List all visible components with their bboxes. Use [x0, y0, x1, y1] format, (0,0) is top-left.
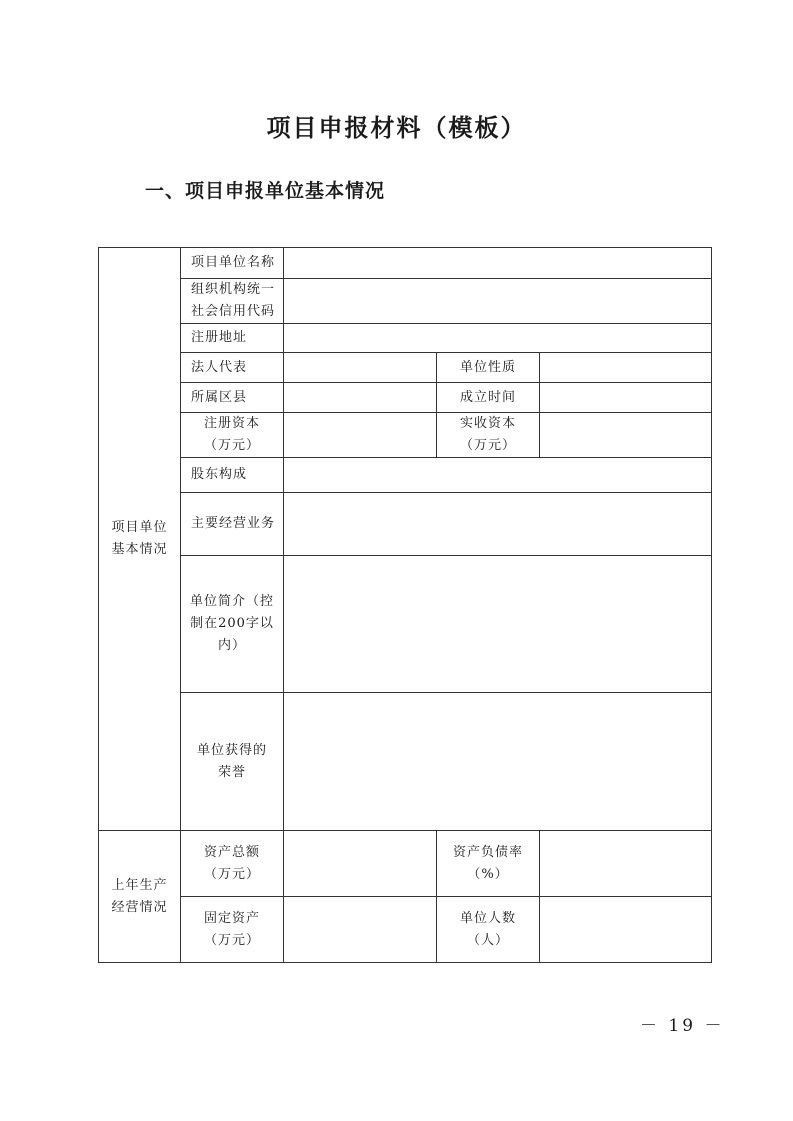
field-unit-name[interactable] [284, 248, 712, 279]
field-total-assets[interactable] [284, 831, 437, 897]
application-form-table [98, 247, 712, 963]
label-unit-intro: 单位简介（控 制在200字以 内） [181, 556, 284, 693]
field-unit-intro[interactable] [284, 556, 712, 693]
field-headcount[interactable] [540, 897, 712, 963]
label-shareholders: 股东构成 [181, 458, 284, 493]
group-label-basic-info: 项目单位 基本情况 [99, 248, 181, 831]
group-label-operations: 上年生产 经营情况 [99, 831, 181, 963]
field-debt-ratio[interactable] [540, 831, 712, 897]
field-unit-nature[interactable] [540, 353, 712, 383]
label-paid-capital: 实收资本 （万元） [437, 413, 540, 458]
page-number: － 19 － [640, 1016, 725, 1036]
label-main-business: 主要经营业务 [181, 493, 284, 556]
section-heading: 一、项目申报单位基本情况 [145, 180, 386, 202]
field-district[interactable] [284, 383, 437, 413]
page-title: 项目申报材料（模板） [266, 114, 527, 142]
label-honors: 单位获得的 荣誉 [181, 693, 284, 831]
label-legal-rep: 法人代表 [181, 353, 284, 383]
field-reg-capital[interactable] [284, 413, 437, 458]
field-reg-address[interactable] [284, 324, 712, 353]
label-district: 所属区县 [181, 383, 284, 413]
label-founded: 成立时间 [437, 383, 540, 413]
field-credit-code[interactable] [284, 279, 712, 324]
field-founded[interactable] [540, 383, 712, 413]
label-fixed-assets: 固定资产 （万元） [181, 897, 284, 963]
label-headcount: 单位人数 （人） [437, 897, 540, 963]
field-paid-capital[interactable] [540, 413, 712, 458]
label-unit-name: 项目单位名称 [181, 248, 284, 279]
label-debt-ratio: 资产负债率 （%） [437, 831, 540, 897]
field-honors[interactable] [284, 693, 712, 831]
label-unit-nature: 单位性质 [437, 353, 540, 383]
field-legal-rep[interactable] [284, 353, 437, 383]
label-total-assets: 资产总额 （万元） [181, 831, 284, 897]
label-reg-capital: 注册资本 （万元） [181, 413, 284, 458]
label-credit-code: 组织机构统一 社会信用代码 [181, 279, 284, 324]
field-fixed-assets[interactable] [284, 897, 437, 963]
field-main-business[interactable] [284, 493, 712, 556]
label-reg-address: 注册地址 [181, 324, 284, 353]
field-shareholders[interactable] [284, 458, 712, 493]
